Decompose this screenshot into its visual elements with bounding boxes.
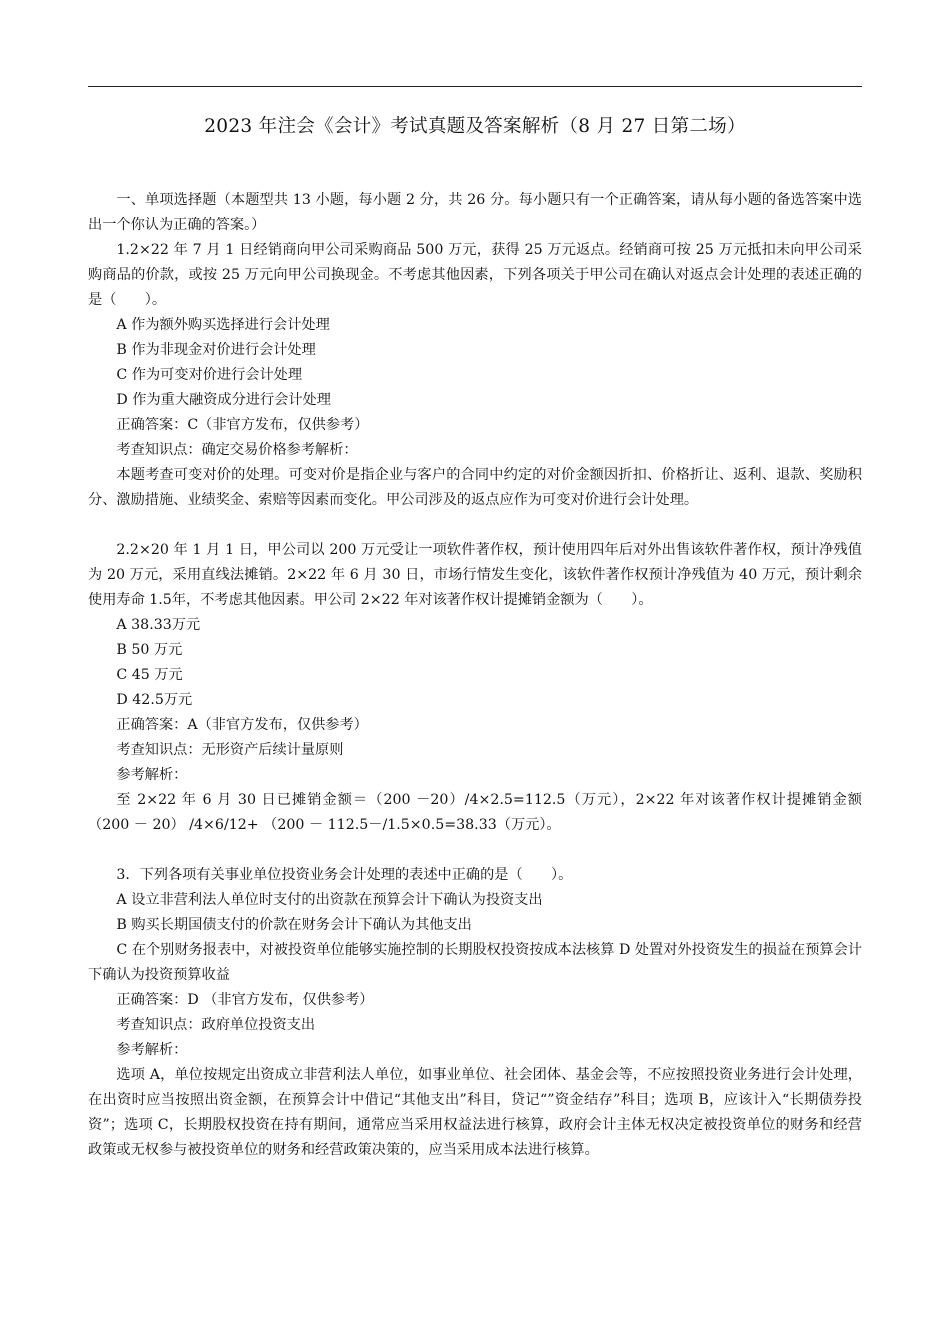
section-intro: 一、单项选择题（本题型共 13 小题，每小题 2 分，共 26 分。每小题只有一个正确答案，请从每小题的备选答案中选出一个你认为正确的答案。）	[88, 192, 862, 233]
question-3-stem: 3．下列各项有关事业单位投资业务会计处理的表述中正确的是（ ）。	[116, 867, 573, 883]
question-1-stem: 1.2×22 年 7 月 1 日经销商向甲公司采购商品 500 万元，获得 25 万元返点。经销商可按 25 万元抵扣未向甲公司采购商品的价款，或按 25 万元向甲公司换现金。不考虑其他因素，下列各项关于甲公司在确认对返点会计处理的表述正确的是（ ）。	[88, 242, 862, 308]
question-1-answer: 正确答案：C（非官方发布，仅供参考）	[116, 417, 369, 433]
question-1-option-b: B 作为非现金对价进行会计处理	[116, 342, 316, 358]
question-2-option-d: D 42.5万元	[116, 692, 193, 708]
document-body	[88, 188, 862, 1163]
question-1-option-a: A 作为额外购买选择进行会计处理	[116, 317, 330, 333]
question-2-answer: 正确答案：A（非官方发布，仅供参考）	[116, 717, 368, 733]
question-1-option-d: D 作为重大融资成分进行会计处理	[116, 392, 331, 408]
spacer	[88, 513, 862, 538]
question-2-knowledge: 考查知识点：无形资产后续计量原则	[116, 742, 344, 758]
question-3-analysis-label: 参考解析：	[116, 1042, 188, 1058]
question-2-option-a: A 38.33万元	[116, 617, 201, 633]
question-3-answer: 正确答案：D （非官方发布，仅供参考）	[116, 992, 374, 1008]
question-3-option-a: A 设立非营利法人单位时支付的出资款在预算会计下确认为投资支出	[116, 892, 543, 908]
spacer	[88, 838, 862, 863]
question-3-analysis: 选项 A，单位按规定出资成立非营利法人单位，如事业单位、社会团体、基金会等，不应按照投资业务进行会计处理，在出资时应当按照出资金额，在预算会计中借记“其他支出”科目，贷记“”资金结存”科目；选项 B，应该计入“长期债券投资”；选项 C，长期股权投资在持有期间，通常应当采用权益法进行核算，政府会计主体无权决定被投资单位的财务和经营政策或无权参与被投资单位的财务和经营政策决策的，应当采用成本法进行核算。	[88, 1067, 862, 1158]
question-1-option-c: C 作为可变对价进行会计处理	[116, 367, 303, 383]
question-2-stem: 2.2×20 年 1 月 1 日，甲公司以 200 万元受让一项软件著作权，预计使用四年后对外出售该软件著作权，预计净残值为 20 万元，采用直线法摊销。2×22 年 6 月 30 日，市场行情发生变化，该软件著作权预计净残值为 40 万元，预计剩余使用寿命 1.5年，不考虑其他因素。甲公司 2×22 年对该著作权计提摊销金额为（ ）。	[88, 542, 862, 608]
question-2-option-c: C 45 万元	[116, 667, 183, 683]
header-rule	[88, 86, 862, 87]
question-1-knowledge: 考查知识点：确定交易价格参考解析：	[116, 442, 358, 458]
question-3-knowledge: 考查知识点：政府单位投资支出	[116, 1017, 316, 1033]
page-title: 2023 年注会《会计》考试真题及答案解析（8 月 27 日第二场）	[204, 116, 746, 137]
question-2-analysis: 至 2×22 年 6 月 30 日已摊销金额＝（200 －20）/4×2.5=112.5（万元），2×22 年对该著作权计提摊销金额（200 － 20） /4×6/12+ （200 － 112.5－/1.5×0.5=38.33（万元）。	[88, 792, 862, 833]
question-1-analysis: 本题考查可变对价的处理。可变对价是指企业与客户的合同中约定的对价金额因折扣、价格折让、返利、退款、奖励积分、激励措施、业绩奖金、索赔等因素而变化。甲公司涉及的返点应作为可变对价进行会计处理。	[88, 467, 862, 508]
question-2-analysis-label: 参考解析：	[116, 767, 188, 783]
question-2-option-b: B 50 万元	[116, 642, 183, 658]
question-3-option-c: C 在个别财务报表中，对被投资单位能够实施控制的长期股权投资按成本法核算 D 处置对外投资发生的损益在预算会计下确认为投资预算收益	[88, 942, 862, 983]
question-3-option-b: B 购买长期国债支付的价款在财务会计下确认为其他支出	[116, 917, 472, 933]
